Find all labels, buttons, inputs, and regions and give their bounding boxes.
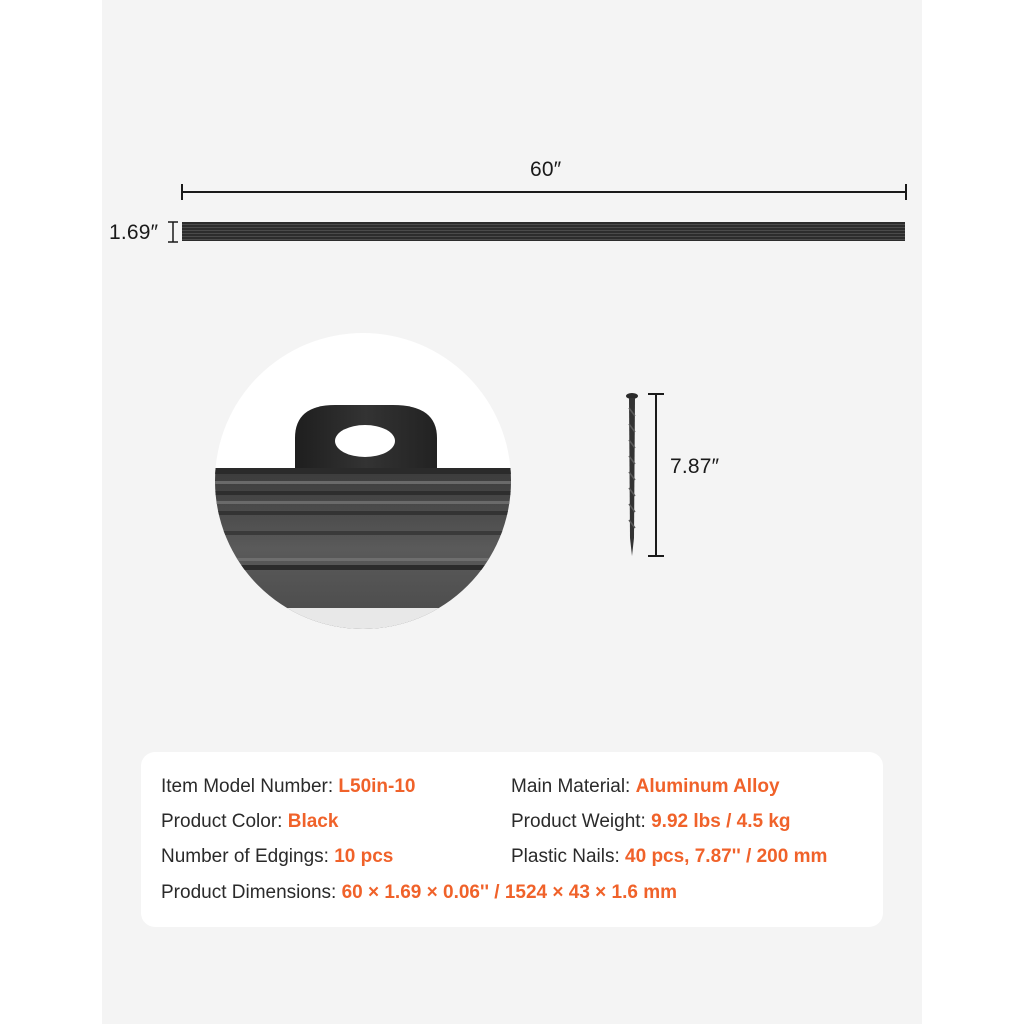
spec-value: L50in-10 <box>338 776 416 797</box>
spec-product-weight <box>511 811 791 833</box>
spec-product-color <box>161 811 338 833</box>
height-dimension-label: 1.69″ <box>109 221 159 244</box>
spec-value: 9.92 lbs / 4.5 kg <box>651 811 791 832</box>
spec-value: 60 × 1.69 × 0.06'' / 1524 × 43 × 1.6 mm <box>341 882 678 903</box>
spec-label: Main Material: <box>511 776 631 797</box>
spec-main-material <box>511 776 780 798</box>
spec-plastic-nails <box>511 846 827 868</box>
spec-label: Product Weight: <box>511 811 646 832</box>
spec-label: Item Model Number: <box>161 776 334 797</box>
height-dimension-line <box>166 220 180 244</box>
spec-number-of-edgings <box>161 846 393 868</box>
spec-value: Aluminum Alloy <box>635 776 780 797</box>
spec-product-dimensions <box>161 882 677 904</box>
spec-label: Number of Edgings: <box>161 846 329 867</box>
spec-item-model <box>161 776 416 798</box>
spec-label: Product Dimensions: <box>161 882 337 903</box>
nail-length-label: 7.87″ <box>670 455 720 478</box>
length-dimension-label: 60″ <box>530 158 562 181</box>
spec-value: 10 pcs <box>334 846 394 867</box>
length-dimension-line <box>176 180 912 204</box>
edging-strip-image <box>182 222 905 241</box>
spec-value: Black <box>287 811 339 832</box>
mounting-tab-detail-image <box>215 333 511 629</box>
spec-label: Plastic Nails: <box>511 846 620 867</box>
nail-length-dimension-line <box>646 392 666 558</box>
spec-label: Product Color: <box>161 811 283 832</box>
spec-value: 40 pcs, 7.87'' / 200 mm <box>625 846 828 867</box>
